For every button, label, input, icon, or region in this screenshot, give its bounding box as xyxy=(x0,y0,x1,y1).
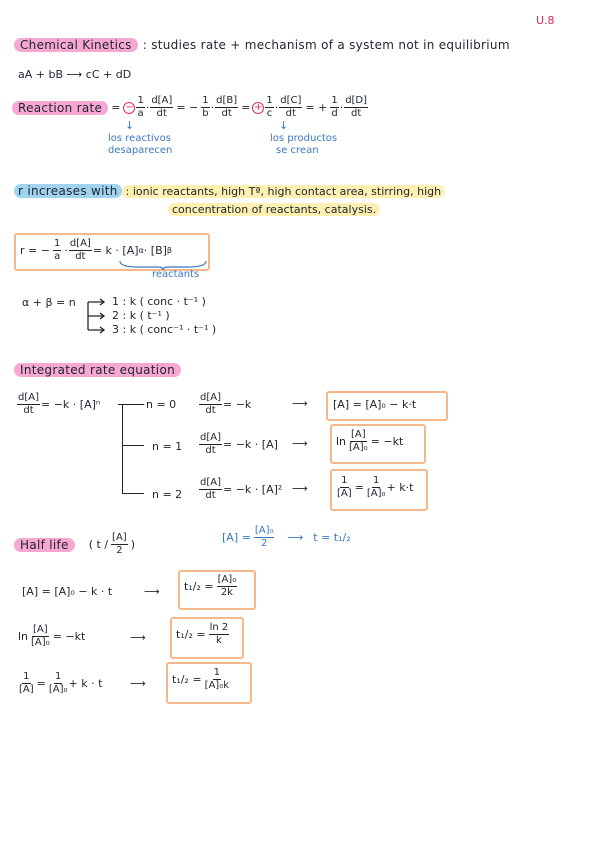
t-half: t₁/₂ = xyxy=(184,580,214,593)
right-arrow-icon: ⟶ xyxy=(130,677,146,690)
section-title-increases: r increases with xyxy=(14,184,122,198)
frac-den: a xyxy=(137,108,144,119)
order-n: 1 xyxy=(112,295,119,308)
order-two-label: n = 2 xyxy=(152,488,183,501)
frac-num: 1 xyxy=(202,95,209,106)
order-unit: : k ( t⁻¹ ) xyxy=(122,309,170,322)
general-reaction: aA + bB ⟶ cC + dD xyxy=(18,68,132,81)
order-list xyxy=(112,295,216,337)
frac-den: dt xyxy=(205,490,216,501)
page-number: U.8 xyxy=(536,14,555,27)
kinetics-description: : studies rate + mechanism of a system not in equilibrium xyxy=(142,38,510,52)
frac-num: 1 xyxy=(23,671,30,682)
reaction-rate-row: Reaction rate = − $\frac{1}{a}$ · $\frac{d[A]}{dt}$ = − $\frac{1}{b}$ · $\frac{d[B]}{dt}$ = + $\frac{1}{c}$ · $\frac{d[C]}{dt}$ = + $\frac{1}{d}$ · $\frac{d[D]}{dt}$ xyxy=(12,96,369,119)
note-reactants xyxy=(108,133,172,157)
order-n: 2 xyxy=(112,309,119,322)
rate-law-b: · [B] xyxy=(143,244,167,257)
frac-num: [A] xyxy=(33,624,48,635)
frac-den: dt xyxy=(205,405,216,416)
section-title-reaction-rate: Reaction rate xyxy=(12,101,108,115)
cond-t: t = t₁/₂ xyxy=(313,531,351,544)
t-half: t₁/₂ = xyxy=(176,628,206,641)
frac-den: [A]₀ xyxy=(31,637,50,648)
order-one-diff xyxy=(198,433,278,456)
order-sum: α + β = n xyxy=(22,296,76,309)
order-zero-diff xyxy=(198,393,251,416)
half-life-zero-result xyxy=(184,575,238,598)
frac-den: 2k xyxy=(220,587,233,598)
order-zero-result: [A] = [A]₀ − k·t xyxy=(333,398,417,411)
down-arrow-icon: ↓ xyxy=(125,119,135,132)
ln: ln xyxy=(18,630,29,643)
diff-rhs: = −k xyxy=(223,398,252,411)
frac-num: 1 xyxy=(331,95,338,106)
frac-num: d[A] xyxy=(200,392,221,403)
plus-circle-icon: + xyxy=(254,101,263,113)
frac-den: 2 xyxy=(116,545,123,556)
lhs-rhs: = −kt xyxy=(52,630,86,643)
frac-num: 1 xyxy=(373,475,380,486)
frac-den: [A]₀ xyxy=(349,442,368,453)
frac-den: 2 xyxy=(260,538,268,549)
frac-num: 1 xyxy=(213,667,220,678)
frac-den: dt xyxy=(156,108,167,119)
order-unit: : k ( conc · t⁻¹ ) xyxy=(122,295,206,308)
header xyxy=(14,34,510,53)
frac-num: 1 xyxy=(266,95,273,106)
increases-block xyxy=(14,180,445,199)
frac-num: d[B] xyxy=(216,95,238,106)
lhs-rhs: + k · t xyxy=(68,677,103,690)
order-row xyxy=(112,323,216,337)
frac-den: [A]₀k xyxy=(204,680,230,691)
right-arrow-icon: ⟶ xyxy=(292,437,308,450)
frac-num: d[A] xyxy=(18,392,39,403)
right-arrow-icon: ⟶ xyxy=(292,482,308,495)
order-unit: : k ( conc⁻¹ · t⁻¹ ) xyxy=(122,323,217,336)
frac-num: d[C] xyxy=(280,95,302,106)
frac-num: [A]₀ xyxy=(254,525,274,536)
equals-sign: = xyxy=(111,101,121,114)
right-arrow-icon: ⟶ xyxy=(130,631,146,644)
frac-num: 1 xyxy=(137,95,144,106)
increases-factors-2: concentration of reactants, catalysis. xyxy=(168,203,380,216)
frac-den: dt xyxy=(285,108,296,119)
frac-den: [A]₀ xyxy=(48,684,68,695)
right-arrow-icon: ⟶ xyxy=(292,397,308,410)
frac-den: dt xyxy=(75,251,86,262)
order-two-result: $\frac{1}{[A]}$ = $\frac{1}{\text{[A]₀}}$ + k·t xyxy=(337,475,414,499)
reactants-note: reactants xyxy=(152,269,200,280)
frac-num: [A] xyxy=(112,532,127,543)
right-arrow-icon: ⟶ xyxy=(144,585,160,598)
increases-factors-1: : ionic reactants, high Tª, high contact area, stirring, high xyxy=(122,185,445,198)
diff-rhs: = −k · [A]² xyxy=(223,483,283,496)
branch-arrows xyxy=(84,296,110,336)
frac-den: k xyxy=(216,635,222,646)
frac-num: 1 xyxy=(341,475,348,486)
beta: β xyxy=(166,246,173,255)
frac-num: [A] xyxy=(351,429,366,440)
general-rhs: = −k · [A]ⁿ xyxy=(41,398,101,411)
frac-num: d[A] xyxy=(200,477,221,488)
paren-close: ) xyxy=(130,538,135,551)
half-life-two-result xyxy=(172,668,230,691)
frac-num: d[A] xyxy=(151,95,173,106)
frac-den: dt xyxy=(23,405,34,416)
frac-den: dt xyxy=(221,108,232,119)
order-zero-label: n = 0 xyxy=(146,398,177,411)
diff-rhs: = −k · [A] xyxy=(223,438,278,451)
note-line: los productos xyxy=(270,133,338,144)
section-title-half-life: Half life xyxy=(14,538,75,552)
order-row xyxy=(112,309,216,323)
rate-law: r = − $\frac{1}{a}$ · $\frac{d[A]}{dt}$ = k · [A] α · [B] β xyxy=(20,238,173,262)
result-rhs: + k·t xyxy=(386,481,414,494)
frac-den: d xyxy=(331,108,338,119)
t-half: t₁/₂ = xyxy=(172,673,202,686)
down-arrow-icon: ↓ xyxy=(279,119,289,132)
order-one-label: n = 1 xyxy=(152,440,183,453)
minus-circle-icon: − xyxy=(125,101,134,113)
order-two-diff xyxy=(198,478,282,501)
half-life-header xyxy=(14,533,135,556)
frac-den: a xyxy=(54,251,61,262)
frac-den: [A] xyxy=(337,488,352,499)
order-one-result xyxy=(336,430,403,453)
rate-law-mid: = k · [A] xyxy=(92,244,139,257)
order-row xyxy=(112,295,216,309)
paren-open: ( t / xyxy=(88,538,109,551)
frac-den: b xyxy=(202,108,209,119)
frac-den: [A] xyxy=(19,684,34,695)
half-life-two-lhs: $\frac{1}{[A]}$ = $\frac{1}{\text{[A]₀}}$ + k · t xyxy=(19,671,103,695)
frac-num: d[A] xyxy=(69,238,91,249)
frac-num: 1 xyxy=(53,238,61,249)
ln: ln xyxy=(336,435,347,448)
general-rate-eq xyxy=(16,393,100,416)
alpha: α xyxy=(138,246,144,255)
frac-num: [A]₀ xyxy=(217,574,237,585)
half-life-condition xyxy=(222,526,351,549)
note-line: se crean xyxy=(276,145,319,156)
section-title-integrated: Integrated rate equation xyxy=(14,363,181,377)
frac-num: d[D] xyxy=(345,95,368,106)
frac-num: d[A] xyxy=(200,432,221,443)
frac-den: c xyxy=(266,108,273,119)
rate-law-lhs: r = − xyxy=(20,244,50,257)
half-life-one-result xyxy=(176,623,230,646)
frac-den: dt xyxy=(205,445,216,456)
section-title-kinetics: Chemical Kinetics xyxy=(14,38,138,52)
result-rhs: = −kt xyxy=(370,435,404,448)
note-line: desaparecen xyxy=(108,145,173,156)
half-life-one-lhs xyxy=(18,625,85,648)
order-n: 3 xyxy=(112,323,119,336)
cond-lhs: [A] = xyxy=(222,531,251,544)
frac-den: dt xyxy=(350,108,362,119)
half-life-zero-lhs: [A] = [A]₀ − k · t xyxy=(22,585,113,598)
note-line: los reactivos xyxy=(108,133,171,144)
note-products xyxy=(270,133,337,157)
frac-num: ln 2 xyxy=(209,622,229,633)
right-arrow-icon: ⟶ xyxy=(287,531,304,544)
frac-num: 1 xyxy=(55,671,62,682)
frac-den: [A]₀ xyxy=(366,488,386,499)
